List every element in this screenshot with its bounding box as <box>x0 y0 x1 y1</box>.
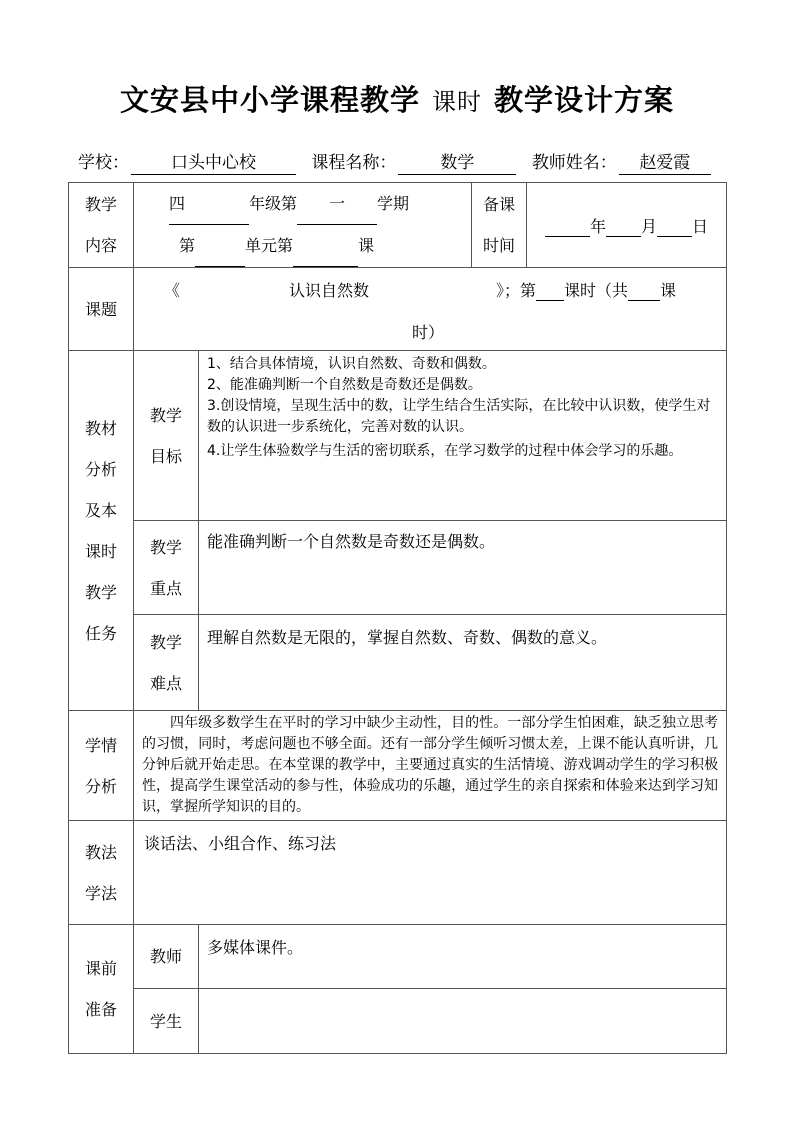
prep-student-cell <box>199 989 727 1054</box>
topic-tail <box>496 278 676 301</box>
teacher-label: 教师姓名： <box>531 153 617 173</box>
analysis-label-cell <box>69 351 134 711</box>
methods-cell <box>134 821 727 925</box>
topic-close: 》；第 <box>496 281 537 300</box>
day-text: 日 <box>692 216 709 236</box>
row-prep-teacher <box>69 925 727 989</box>
prep-teacher-cell <box>199 925 727 989</box>
topic-label-cell <box>69 268 134 351</box>
goal-item: 4.让学生体验数学与生活的密切联系，在学习数学的过程中体会学习的乐趣。 <box>207 442 683 459</box>
unit-text: 单元第 <box>245 236 294 255</box>
total-field <box>628 281 660 301</box>
title-tail: 教学设计方案 <box>494 83 675 117</box>
prep-label-cell <box>69 925 134 1054</box>
month-field <box>606 217 641 237</box>
title-sub: 课时 <box>432 88 482 116</box>
year-text: 年 <box>589 216 606 236</box>
row-students <box>69 711 727 821</box>
topic-open: 《 <box>164 281 181 300</box>
goals-list <box>199 352 726 520</box>
lesson-field <box>293 225 358 267</box>
row-difficulty <box>69 615 727 711</box>
goal-item: 3.创设情境，呈现生活中的数，让学生结合生活实际，在比较中认识数，使学生对数的认识进一步系统化，完善对数的认识。 <box>207 397 711 435</box>
content-label: 教学内容 <box>84 195 117 255</box>
prep-teacher-label-cell <box>134 925 199 989</box>
unit-prefix: 第 <box>179 236 196 255</box>
students-text: 四年级多数学生在平时的学习中缺少主动性，目的性。一部分学生怕困难，缺乏独立思考的习惯，同时，考虑问题也不够全面。还有一部分学生倾听习惯太差，上课不能认真听讲，几分钟后就开始走思。在本堂课的教学中，主要通过真实的生活情境、游戏调动学生的学习积极性，提高学生课堂活动的参与性，体验成功的乐趣，通过学生的亲自探索和体验来达到学习知识，掌握所学知识的目的。 <box>142 715 718 815</box>
topic-end: 时） <box>412 323 445 342</box>
grade-field: 四 <box>169 183 249 225</box>
school-field: 口头中心校 <box>131 148 296 175</box>
term-field: 一 <box>297 183 377 225</box>
goal-item: 1、结合具体情境，认识自然数、奇数和偶数。 <box>207 355 496 372</box>
period-field <box>536 281 564 301</box>
students-cell <box>134 711 727 821</box>
period-text: 课时（共 <box>564 281 629 300</box>
content-grade-line <box>134 183 471 225</box>
difficulty-label: 教学难点 <box>149 632 182 693</box>
key-text: 能准确判断一个自然数是奇数还是偶数。 <box>207 531 496 551</box>
day-field <box>657 217 692 237</box>
goals-label: 教学目标 <box>149 405 182 466</box>
content-label-cell <box>69 183 134 268</box>
topic-content <box>134 268 726 350</box>
total-text: 课 <box>660 281 677 300</box>
row-topic <box>69 268 727 351</box>
students-label-cell <box>69 711 134 821</box>
term-text: 学期 <box>377 194 410 213</box>
prep-teacher-text: 多媒体课件。 <box>207 938 304 957</box>
prep-student-label: 学生 <box>149 1011 182 1031</box>
prep-time-label-cell <box>472 183 527 268</box>
students-label: 学情分析 <box>84 735 117 796</box>
methods-text: 谈话法、小组合作、练习法 <box>144 834 337 853</box>
year-field <box>545 217 590 237</box>
methods-label-cell <box>69 821 134 925</box>
row-methods <box>69 821 727 925</box>
header-info-line <box>78 148 711 175</box>
unit-field <box>195 225 245 267</box>
prep-student-label-cell <box>134 989 199 1054</box>
difficulty-text: 理解自然数是无限的，掌握自然数、奇数、偶数的意义。 <box>207 627 608 647</box>
row-content <box>69 183 727 268</box>
key-label: 教学重点 <box>149 537 182 598</box>
title-main: 文安县中小学课程教学 <box>119 83 420 117</box>
school-label: 学校： <box>78 153 129 173</box>
difficulty-label-cell <box>134 615 199 711</box>
grade-text: 年级第 <box>249 194 298 213</box>
key-cell <box>199 521 727 615</box>
goal-item: 2、能准确判断一个自然数是奇数还是偶数。 <box>207 376 482 393</box>
course-field: 数学 <box>398 148 516 175</box>
analysis-label: 教材分析及本课时教学任务 <box>84 418 117 643</box>
row-prep-student <box>69 989 727 1054</box>
prep-label: 课前准备 <box>84 959 117 1019</box>
topic-name: 认识自然数 <box>289 281 370 300</box>
methods-label: 教法学法 <box>84 842 117 903</box>
lesson-text: 课 <box>358 236 375 255</box>
goals-cell <box>199 351 727 521</box>
difficulty-cell <box>199 615 727 711</box>
prep-date-line <box>527 214 726 237</box>
row-goals <box>69 351 727 521</box>
prep-student-text <box>199 989 726 999</box>
content-unit-line <box>134 225 471 267</box>
goals-label-cell <box>134 351 199 521</box>
prep-date-cell <box>527 183 727 268</box>
teacher-field: 赵爱霞 <box>619 148 711 175</box>
course-label: 课程名称： <box>311 153 397 173</box>
key-label-cell <box>134 521 199 615</box>
row-key <box>69 521 727 615</box>
month-text: 月 <box>640 216 657 236</box>
lesson-plan-table <box>68 182 727 1054</box>
prep-time-label: 备课时间 <box>482 195 515 255</box>
prep-teacher-label: 教师 <box>149 947 182 966</box>
page-title <box>0 78 794 119</box>
content-cell <box>134 183 472 268</box>
topic-cell <box>134 268 727 351</box>
topic-label: 课题 <box>84 299 117 319</box>
